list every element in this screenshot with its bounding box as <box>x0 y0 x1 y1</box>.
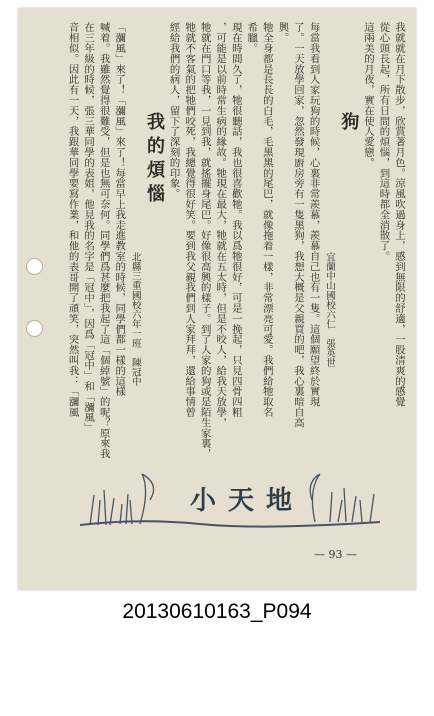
text-column: 每當我看到人家玩狗的時候，心裏非常羨慕，羨慕自己也有一隻。這個願望終於實現 <box>307 22 320 407</box>
text-column: 現在時間久了，牠很聽話，我也很喜歡牠。我以爲牠很好，可是一挽起，只見四骨四粗 <box>229 22 242 418</box>
text-column: 音相似。因此有一天，我跟華同學要寫作業，和他的表哥開了頑笑，突然叫我：「瀰風 <box>66 22 79 418</box>
text-column: 經給我們的病人，留下了深刻的印象。 <box>167 22 180 199</box>
text-column: 這兩美的月夜，實在使人愛戀。 <box>361 22 374 168</box>
author-byline: 北縣三重國校六年一班 陳冠中 <box>129 252 141 387</box>
text-column: 在三年級的時候，張三華同學的表姐，他見我的名字是「冠中」，因爲「冠中」和「瀰風」 <box>82 22 95 433</box>
text-column: 從心頭長起，所有日間的煩惱，到這時都全消散了。 <box>377 22 390 262</box>
text-column: 希臘。 <box>245 22 258 54</box>
text-column: 「瀰風」來了！「瀰風」來了！每當早上我走進教室的時候，同學們都一樣的這樣 <box>113 22 126 397</box>
article-title: 我的煩惱 <box>144 112 166 208</box>
text-column: 牠就在門口等我，一見到我，就搖擺身尾巴。好像很高興的樣子。到了人家的狗或是陌生家裏， <box>198 22 211 459</box>
banner-illustration <box>80 470 380 530</box>
image-caption: 20130610163_P094 <box>122 600 312 623</box>
scanned-page <box>18 8 416 590</box>
text-column: 牠全身都是長長的白毛，毛黑黑的尾巴，就像拖着一樣，非常漂亮可愛。我們給牠取名 <box>260 22 273 418</box>
text-columns <box>66 22 406 486</box>
banner-title: 小天地 <box>190 486 305 516</box>
text-column: 了。一天放學回家，忽然發現廚房旁有一隻黑狗，我想大概是父親買的吧，我心裏暗自高 <box>291 22 304 428</box>
text-column: 牠就不客氣的把牠們咬死，我總覺得很好笑。要到我父親我們到人家拜拜，還給事情曾 <box>183 22 196 418</box>
text-column: ，可能是以前時常生病的緣故。牠現在最大，牠就在五太時，但是不咬人，給我天放學， <box>214 22 227 428</box>
article-title: 狗 <box>338 112 360 136</box>
author-byline: 宜蘭中山國校六仁 張英世 <box>324 252 336 368</box>
text-column: 喊着。我雖然覺得很難受，但是也無可奈何。同學們爲甚麼把我起了這「個綽號」的呢？原來我 <box>97 22 110 459</box>
binding-hole <box>26 320 43 337</box>
binding-hole <box>26 258 43 275</box>
page-number: — 93 — <box>314 548 357 561</box>
text-column: 我就就在月下散步，欣賞著月色。涼風吹過身上，感到無限的舒適，一股清爽的感覺 <box>393 22 405 407</box>
text-column: 興。 <box>276 22 289 43</box>
